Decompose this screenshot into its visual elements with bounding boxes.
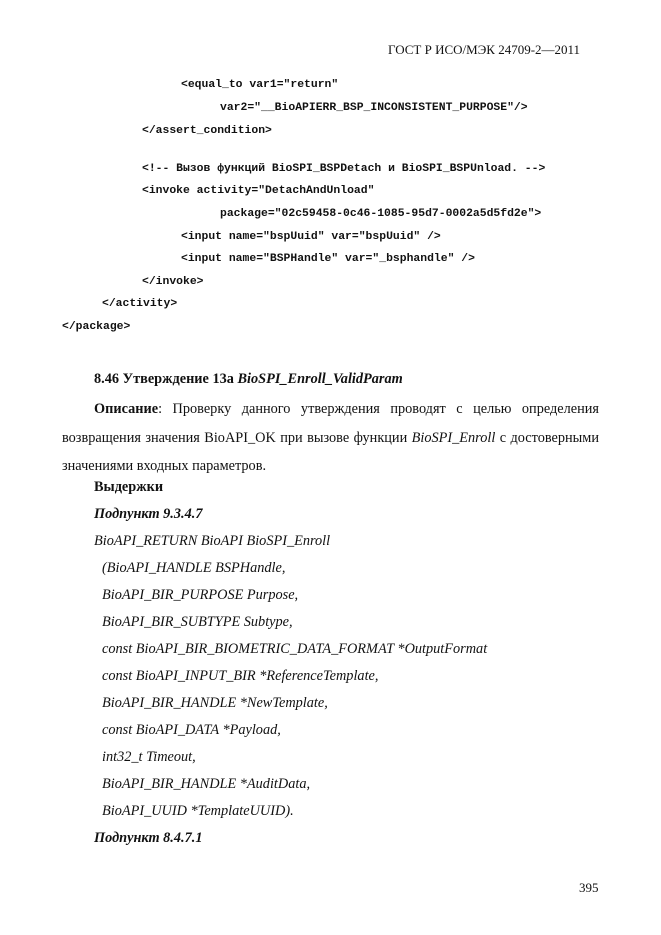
code-line: </package> [62,321,131,333]
subclause-heading: Подпункт 9.3.4.7 [94,506,203,522]
signature-line: BioAPI_UUID *TemplateUUID). [102,803,294,819]
code-line: package="02c59458-0c46-1085-95d7-0002a5d5fd2e"> [220,208,542,220]
description-paragraph [62,395,599,481]
code-line: <input name="BSPHandle" var="_bsphandle" /> [181,253,475,265]
subclause-heading: Подпункт 8.4.7.1 [94,830,203,846]
signature-line: BioAPI_RETURN BioAPI BioSPI_Enroll [94,533,331,549]
section-number-title: 8.46 Утверждение 13а [94,371,234,387]
description-text-1: : Проверку данного утверждения проводят с целью определения возвращения значения BioAPI_OK при вызове функции [62,401,599,446]
document-header: ГОСТ Р ИСО/МЭК 24709-2—2011 [388,42,581,57]
signature-line: BioAPI_BIR_HANDLE *AuditData, [102,776,311,792]
description-text-2: с достоверными значениями входных параметров. [62,429,599,474]
section-heading [94,370,403,388]
code-line: </invoke> [142,276,204,288]
signature-line: const BioAPI_DATA *Payload, [102,722,281,738]
section-title-italic: BioSPI_Enroll_ValidParam [237,371,403,387]
code-line: </activity> [102,298,178,310]
signature-line: BioAPI_BIR_SUBTYPE Subtype, [102,614,293,630]
signature-line: const BioAPI_INPUT_BIR *ReferenceTemplate, [102,668,379,684]
signature-line: int32_t Timeout, [102,749,196,765]
description-function: BioSPI_Enroll [411,429,496,446]
code-line: <equal_to var1="return" [181,79,339,91]
code-line: </assert_condition> [142,125,272,137]
code-comment: <!-- Вызов функций BioSPI_BSPDetach и BioSPI_BSPUnload. --> [142,163,546,175]
code-line: <invoke activity="DetachAndUnload" [142,185,375,197]
signature-line: BioAPI_BIR_HANDLE *NewTemplate, [102,695,328,711]
code-line: var2="__BioAPIERR_BSP_INCONSISTENT_PURPOSE"/> [220,102,528,114]
page-number: 395 [579,880,599,895]
excerpts-heading: Выдержки [94,479,164,495]
signature-line: const BioAPI_BIR_BIOMETRIC_DATA_FORMAT *OutputFormat [102,641,488,657]
signature-line: BioAPI_BIR_PURPOSE Purpose, [102,587,299,603]
signature-line: (BioAPI_HANDLE BSPHandle, [102,560,286,576]
code-line: <input name="bspUuid" var="bspUuid" /> [181,231,441,243]
description-label: Описание [94,401,159,417]
